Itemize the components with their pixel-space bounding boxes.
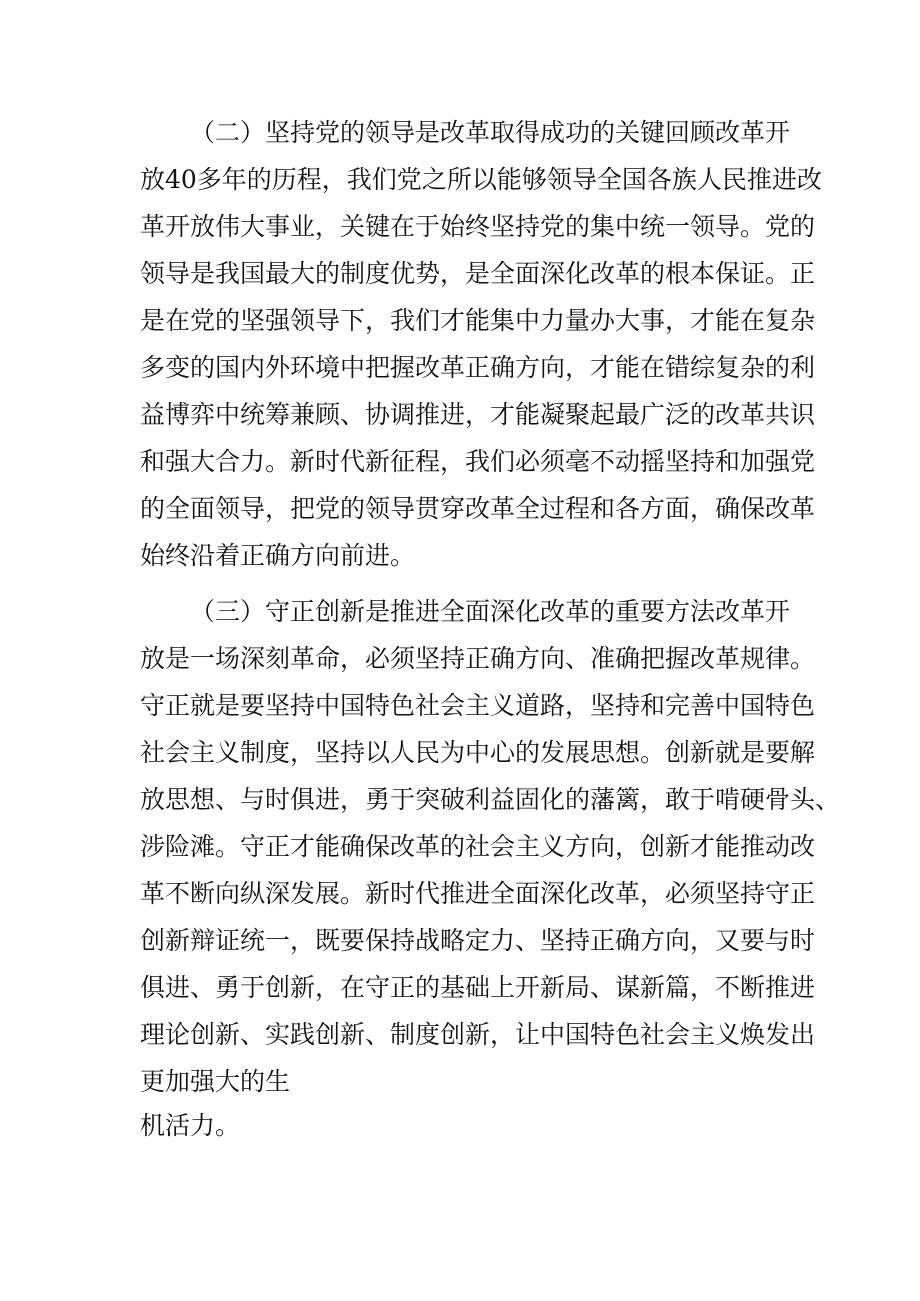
text-line: 更加强大的生 xyxy=(140,1067,291,1096)
text-line: 放思想、与时俱进，勇于突破利益固化的藩篱，敢于啃硬骨头、 xyxy=(140,785,841,814)
text-line: 创新辩证统一，既要保持战略定力、坚持正确方向，又要与时 xyxy=(140,926,816,955)
text-line: 革开放伟大事业，关键在于始终坚持党的集中统一领导。党的 xyxy=(140,212,816,241)
text-line: 领导是我国最大的制度优势，是全面深化改革的根本保证。正 xyxy=(140,259,816,288)
text-line: 放40多年的历程，我们党之所以能够领导全国各族人民推进改 xyxy=(140,165,822,194)
text-line: 守正就是要坚持中国特色社会主义道路，坚持和完善中国特色 xyxy=(140,691,816,720)
text-line: （二）坚持党的领导是改革取得成功的关键回顾改革开 xyxy=(190,118,791,147)
text-line: 放是一场深刻革命，必须坚持正确方向、准确把握改革规律。 xyxy=(140,644,816,673)
text-line: 社会主义制度，坚持以人民为中心的发展思想。创新就是要解 xyxy=(140,738,816,767)
text-line: 是在党的坚强领导下，我们才能集中力量办大事，才能在复杂 xyxy=(140,306,816,335)
text-line: 益博弈中统筹兼顾、协调推进，才能凝聚起最广泛的改革共识 xyxy=(140,400,816,429)
text-line: 的全面领导，把党的领导贯穿改革全过程和各方面，确保改革 xyxy=(140,494,816,523)
text-line: 俱进、勇于创新，在守正的基础上开新局、谋新篇，不断推进 xyxy=(140,973,816,1002)
text-line: （三）守正创新是推进全面深化改革的重要方法改革开 xyxy=(190,597,791,626)
text-line: 和强大合力。新时代新征程，我们必须毫不动摇坚持和加强党 xyxy=(140,447,816,476)
text-line: 革不断向纵深发展。新时代推进全面深化改革，必须坚持守正 xyxy=(140,879,816,908)
text-line: 机活力。 xyxy=(140,1111,241,1140)
text-line: 涉险滩。守正才能确保改革的社会主义方向，创新才能推动改 xyxy=(140,832,816,861)
text-line: 多变的国内外环境中把握改革正确方向，才能在错综复杂的利 xyxy=(140,353,816,382)
text-line: 理论创新、实践创新、制度创新，让中国特色社会主义焕发出 xyxy=(140,1020,816,1049)
text-line: 始终沿着正确方向前进。 xyxy=(140,541,416,570)
